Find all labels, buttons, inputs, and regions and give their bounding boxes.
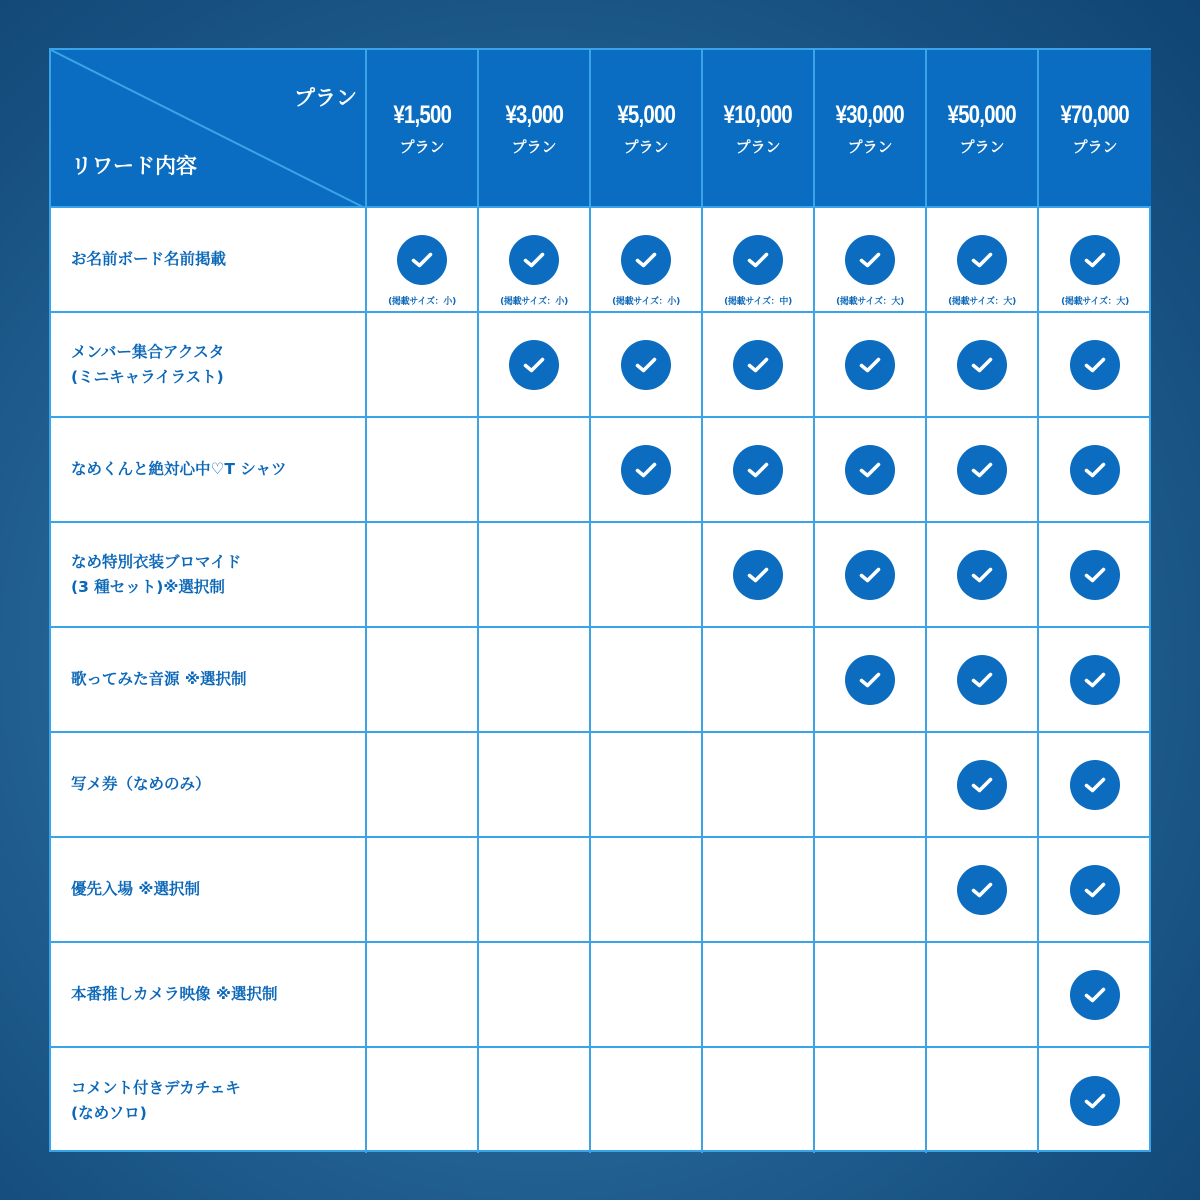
plan-header xyxy=(1039,50,1151,208)
empty-cell xyxy=(927,1048,1039,1153)
check-circle-icon xyxy=(957,760,1007,810)
size-note: (掲載サイズ：小) xyxy=(388,297,456,307)
empty-cell xyxy=(703,733,815,838)
plan-header xyxy=(367,50,479,208)
size-note: (掲載サイズ：中) xyxy=(724,297,792,307)
check-circle-icon xyxy=(621,235,671,285)
empty-cell xyxy=(367,838,479,943)
plan-axis-label: プラン xyxy=(294,86,357,110)
size-note: (掲載サイズ：大) xyxy=(948,297,1016,307)
included-cell xyxy=(1039,943,1151,1048)
included-cell xyxy=(1039,418,1151,523)
plan-label: プラン xyxy=(623,138,669,156)
reward-line: 歌ってみた音源 ※選択制 xyxy=(71,670,247,688)
check-circle-icon xyxy=(397,235,447,285)
check-circle-icon xyxy=(1070,865,1120,915)
reward-name xyxy=(51,943,367,1048)
included-cell xyxy=(815,523,927,628)
reward-line: 本番推しカメラ映像 ※選択制 xyxy=(71,985,278,1003)
empty-cell xyxy=(815,838,927,943)
empty-cell xyxy=(479,418,591,523)
empty-cell xyxy=(703,943,815,1048)
reward-name xyxy=(51,1048,367,1153)
included-cell xyxy=(1039,523,1151,628)
reward-line: コメント付きデカチェキ xyxy=(71,1078,241,1097)
plan-label: プラン xyxy=(959,138,1005,156)
plan-label: プラン xyxy=(399,138,445,156)
check-circle-icon xyxy=(957,655,1007,705)
check-circle-icon xyxy=(509,235,559,285)
empty-cell xyxy=(703,1048,815,1153)
included-cell xyxy=(1039,1048,1151,1153)
check-circle-icon xyxy=(845,340,895,390)
check-circle-icon xyxy=(1070,235,1120,285)
check-circle-icon xyxy=(845,550,895,600)
plan-label: プラン xyxy=(1072,138,1118,156)
reward-name xyxy=(51,208,367,313)
reward-line: (3 種セット)※選択制 xyxy=(71,577,225,596)
plan-header xyxy=(815,50,927,208)
empty-cell xyxy=(591,838,703,943)
empty-cell xyxy=(367,418,479,523)
diagonal-divider xyxy=(51,50,365,208)
included-cell xyxy=(1039,313,1151,418)
check-circle-icon xyxy=(957,865,1007,915)
plan-label: プラン xyxy=(735,138,781,156)
check-circle-icon xyxy=(845,235,895,285)
check-circle-icon xyxy=(845,445,895,495)
empty-cell xyxy=(479,523,591,628)
check-circle-icon xyxy=(1070,655,1120,705)
reward-line: メンバー集合アクスタ xyxy=(71,342,225,361)
plan-header xyxy=(703,50,815,208)
check-circle-icon xyxy=(1070,1076,1120,1126)
check-circle-icon xyxy=(621,340,671,390)
reward-axis-label: リワード内容 xyxy=(71,154,197,178)
check-circle-icon xyxy=(957,340,1007,390)
included-cell xyxy=(703,418,815,523)
check-circle-icon xyxy=(733,445,783,495)
reward-line: お名前ボード名前掲載 xyxy=(71,250,227,268)
check-circle-icon xyxy=(733,550,783,600)
empty-cell xyxy=(479,733,591,838)
reward-line: 写メ券（なめのみ） xyxy=(71,775,211,793)
included-cell xyxy=(927,838,1039,943)
check-circle-icon xyxy=(1070,445,1120,495)
included-cell xyxy=(703,523,815,628)
empty-cell xyxy=(591,943,703,1048)
reward-name xyxy=(51,733,367,838)
empty-cell xyxy=(927,943,1039,1048)
check-circle-icon xyxy=(845,655,895,705)
reward-name xyxy=(51,523,367,628)
empty-cell xyxy=(479,628,591,733)
plan-header xyxy=(479,50,591,208)
empty-cell xyxy=(367,313,479,418)
check-circle-icon xyxy=(1070,550,1120,600)
table-corner-header xyxy=(51,50,367,208)
reward-line: (ミニキャライラスト) xyxy=(71,367,224,386)
empty-cell xyxy=(591,628,703,733)
check-circle-icon xyxy=(1070,340,1120,390)
reward-name xyxy=(51,628,367,733)
empty-cell xyxy=(815,943,927,1048)
included-cell xyxy=(1039,838,1151,943)
included-cell xyxy=(927,418,1039,523)
empty-cell xyxy=(591,1048,703,1153)
empty-cell xyxy=(479,838,591,943)
included-cell xyxy=(1039,208,1151,313)
included-cell xyxy=(815,628,927,733)
check-circle-icon xyxy=(957,550,1007,600)
included-cell xyxy=(927,628,1039,733)
check-circle-icon xyxy=(733,340,783,390)
included-cell xyxy=(815,208,927,313)
plan-price: ¥50,000 xyxy=(947,101,1017,129)
empty-cell xyxy=(367,628,479,733)
check-circle-icon xyxy=(1070,970,1120,1020)
included-cell xyxy=(703,208,815,313)
check-circle-icon xyxy=(733,235,783,285)
empty-cell xyxy=(591,733,703,838)
check-circle-icon xyxy=(957,235,1007,285)
plan-price: ¥1,500 xyxy=(393,101,451,129)
empty-cell xyxy=(479,943,591,1048)
plan-label: プラン xyxy=(511,138,557,156)
size-note: (掲載サイズ：小) xyxy=(500,297,568,307)
included-cell xyxy=(591,313,703,418)
included-cell xyxy=(927,733,1039,838)
plan-header xyxy=(591,50,703,208)
size-note: (掲載サイズ：大) xyxy=(836,297,904,307)
check-circle-icon xyxy=(621,445,671,495)
check-circle-icon xyxy=(509,340,559,390)
empty-cell xyxy=(367,943,479,1048)
included-cell xyxy=(591,418,703,523)
reward-line: なめくんと絶対心中♡T シャツ xyxy=(71,460,287,478)
included-cell xyxy=(927,523,1039,628)
reward-line: (なめソロ) xyxy=(71,1103,147,1122)
empty-cell xyxy=(815,1048,927,1153)
plan-label: プラン xyxy=(847,138,893,156)
empty-cell xyxy=(367,523,479,628)
included-cell xyxy=(927,313,1039,418)
empty-cell xyxy=(591,523,703,628)
included-cell xyxy=(1039,628,1151,733)
reward-name xyxy=(51,838,367,943)
included-cell xyxy=(815,418,927,523)
included-cell xyxy=(591,208,703,313)
included-cell xyxy=(367,208,479,313)
plan-price: ¥30,000 xyxy=(835,101,905,129)
plan-price: ¥70,000 xyxy=(1060,101,1130,129)
included-cell xyxy=(479,208,591,313)
empty-cell xyxy=(815,733,927,838)
reward-name xyxy=(51,418,367,523)
size-note: (掲載サイズ：大) xyxy=(1061,297,1129,307)
included-cell xyxy=(927,208,1039,313)
size-note: (掲載サイズ：小) xyxy=(612,297,680,307)
reward-line: 優先入場 ※選択制 xyxy=(71,880,200,898)
reward-name xyxy=(51,313,367,418)
empty-cell xyxy=(479,1048,591,1153)
plan-price: ¥5,000 xyxy=(617,101,675,129)
empty-cell xyxy=(703,838,815,943)
empty-cell xyxy=(367,733,479,838)
empty-cell xyxy=(367,1048,479,1153)
check-circle-icon xyxy=(1070,760,1120,810)
empty-cell xyxy=(703,628,815,733)
plan-price: ¥3,000 xyxy=(505,101,563,129)
included-cell xyxy=(703,313,815,418)
included-cell xyxy=(479,313,591,418)
reward-line: なめ特別衣装ブロマイド xyxy=(71,552,242,571)
included-cell xyxy=(815,313,927,418)
reward-plan-table xyxy=(49,48,1151,1152)
included-cell xyxy=(1039,733,1151,838)
check-circle-icon xyxy=(957,445,1007,495)
plan-price: ¥10,000 xyxy=(723,101,793,129)
plan-header xyxy=(927,50,1039,208)
